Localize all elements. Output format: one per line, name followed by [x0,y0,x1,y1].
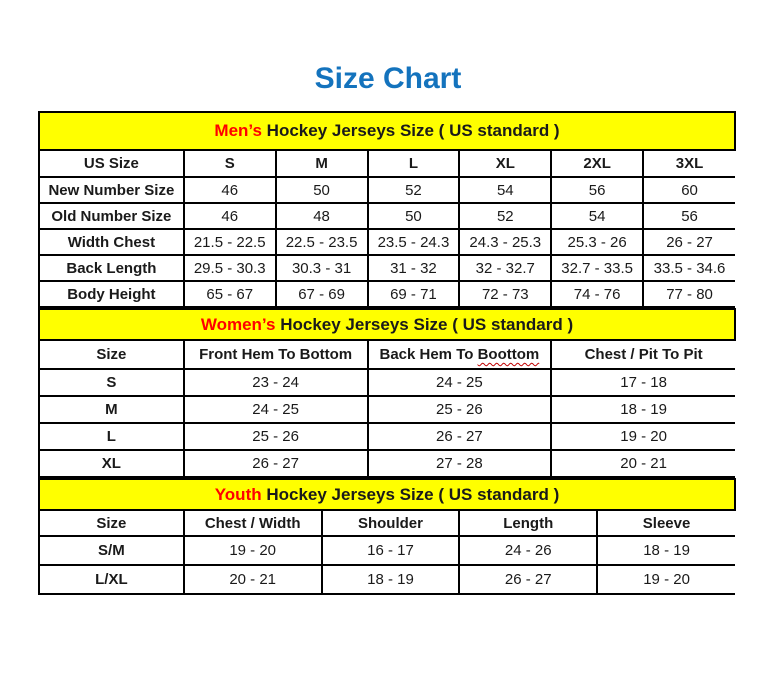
womens-data-cell: 25 - 26 [184,423,368,450]
womens-data-cell: 19 - 20 [551,423,735,450]
mens-column-header: 2XL [551,150,643,177]
mens-section-band [39,112,735,150]
mens-table-row [39,229,735,255]
womens-section-band [39,309,735,340]
band-rest-text: Hockey Jerseys Size ( US standard ) [261,121,560,140]
mens-data-cell: 48 [276,203,368,229]
womens-column-header: Back Hem To Boottom [368,340,552,369]
womens-row-label: L [39,423,184,450]
womens-data-cell: 26 - 27 [184,450,368,477]
mens-row-label: Width Chest [39,229,184,255]
womens-data-cell: 24 - 25 [368,369,552,396]
womens-column-header: Size [39,340,184,369]
mens-data-cell: 50 [276,177,368,203]
mens-row-label: Back Length [39,255,184,281]
youth-band-row [39,479,735,510]
mens-data-cell: 72 - 73 [459,281,551,307]
womens-data-cell: 20 - 21 [551,450,735,477]
womens-table-row [39,423,735,450]
mens-table-row [39,255,735,281]
mens-data-cell: 56 [551,177,643,203]
mens-data-cell: 54 [551,203,643,229]
band-highlight-text: Women’s [200,314,276,334]
mens-data-cell: 25.3 - 26 [551,229,643,255]
mens-data-cell: 74 - 76 [551,281,643,307]
youth-data-cell: 19 - 20 [597,565,735,594]
womens-data-cell: 27 - 28 [368,450,552,477]
mens-data-cell: 24.3 - 25.3 [459,229,551,255]
womens-data-cell: 26 - 27 [368,423,552,450]
mens-band-row [39,112,735,150]
band-rest-text: Hockey Jerseys Size ( US standard ) [261,484,560,504]
youth-data-cell: 26 - 27 [459,565,597,594]
mens-data-cell: 29.5 - 30.3 [184,255,276,281]
womens-column-header: Front Hem To Bottom [184,340,368,369]
band-highlight-text: Youth [214,484,262,504]
mens-data-cell: 46 [184,203,276,229]
womens-row-label: M [39,396,184,423]
youth-column-header: Shoulder [322,510,460,536]
mens-column-header: L [368,150,460,177]
mens-data-cell: 32.7 - 33.5 [551,255,643,281]
mens-row-label: New Number Size [39,177,184,203]
mens-data-cell: 52 [459,203,551,229]
mens-data-cell: 22.5 - 23.5 [276,229,368,255]
mens-data-cell: 67 - 69 [276,281,368,307]
youth-column-header: Size [39,510,184,536]
youth-section-band [39,479,735,510]
mens-size-table [38,111,736,308]
youth-data-cell: 20 - 21 [184,565,322,594]
youth-data-cell: 18 - 19 [597,536,735,565]
womens-band-row [39,309,735,340]
womens-row-label: XL [39,450,184,477]
womens-column-header-row [39,340,735,369]
mens-data-cell: 56 [643,203,735,229]
mens-table-row [39,177,735,203]
mens-row-label: Body Height [39,281,184,307]
womens-data-cell: 17 - 18 [551,369,735,396]
mens-data-cell: 31 - 32 [368,255,460,281]
mens-column-header: S [184,150,276,177]
misspelled-word: Boottom [477,346,540,363]
mens-column-header-row [39,150,735,177]
mens-data-cell: 23.5 - 24.3 [368,229,460,255]
mens-data-cell: 50 [368,203,460,229]
mens-column-header: 3XL [643,150,735,177]
youth-column-header: Length [459,510,597,536]
mens-data-cell: 52 [368,177,460,203]
mens-row-label: Old Number Size [39,203,184,229]
mens-data-cell: 32 - 32.7 [459,255,551,281]
youth-table-row [39,565,735,594]
youth-size-table [38,478,736,595]
youth-data-cell: 24 - 26 [459,536,597,565]
mens-column-header: M [276,150,368,177]
youth-column-header: Chest / Width [184,510,322,536]
youth-data-cell: 16 - 17 [322,536,460,565]
mens-data-cell: 46 [184,177,276,203]
page-title: Size Chart [314,62,462,95]
youth-column-header-row [39,510,735,536]
womens-data-cell: 25 - 26 [368,396,552,423]
womens-data-cell: 18 - 19 [551,396,735,423]
mens-data-cell: 54 [459,177,551,203]
mens-data-cell: 65 - 67 [184,281,276,307]
womens-size-table [38,308,736,478]
womens-row-label: S [39,369,184,396]
youth-row-label: L/XL [39,565,184,594]
mens-data-cell: 77 - 80 [643,281,735,307]
mens-data-cell: 60 [643,177,735,203]
band-highlight-text: Men’s [214,121,262,140]
mens-data-cell: 69 - 71 [368,281,460,307]
youth-column-header: Sleeve [597,510,735,536]
size-tables-container [38,111,736,595]
youth-row-label: S/M [39,536,184,565]
womens-table-row [39,450,735,477]
youth-data-cell: 19 - 20 [184,536,322,565]
womens-table-row [39,396,735,423]
womens-table-row [39,369,735,396]
mens-data-cell: 30.3 - 31 [276,255,368,281]
mens-data-cell: 33.5 - 34.6 [643,255,735,281]
band-rest-text: Hockey Jerseys Size ( US standard ) [275,314,574,334]
mens-data-cell: 26 - 27 [643,229,735,255]
womens-data-cell: 24 - 25 [184,396,368,423]
youth-table-row [39,536,735,565]
womens-data-cell: 23 - 24 [184,369,368,396]
mens-data-cell: 21.5 - 22.5 [184,229,276,255]
womens-column-header: Chest / Pit To Pit [551,340,735,369]
mens-table-row [39,281,735,307]
youth-data-cell: 18 - 19 [322,565,460,594]
mens-column-header: XL [459,150,551,177]
mens-column-header: US Size [39,150,184,177]
mens-table-row [39,203,735,229]
